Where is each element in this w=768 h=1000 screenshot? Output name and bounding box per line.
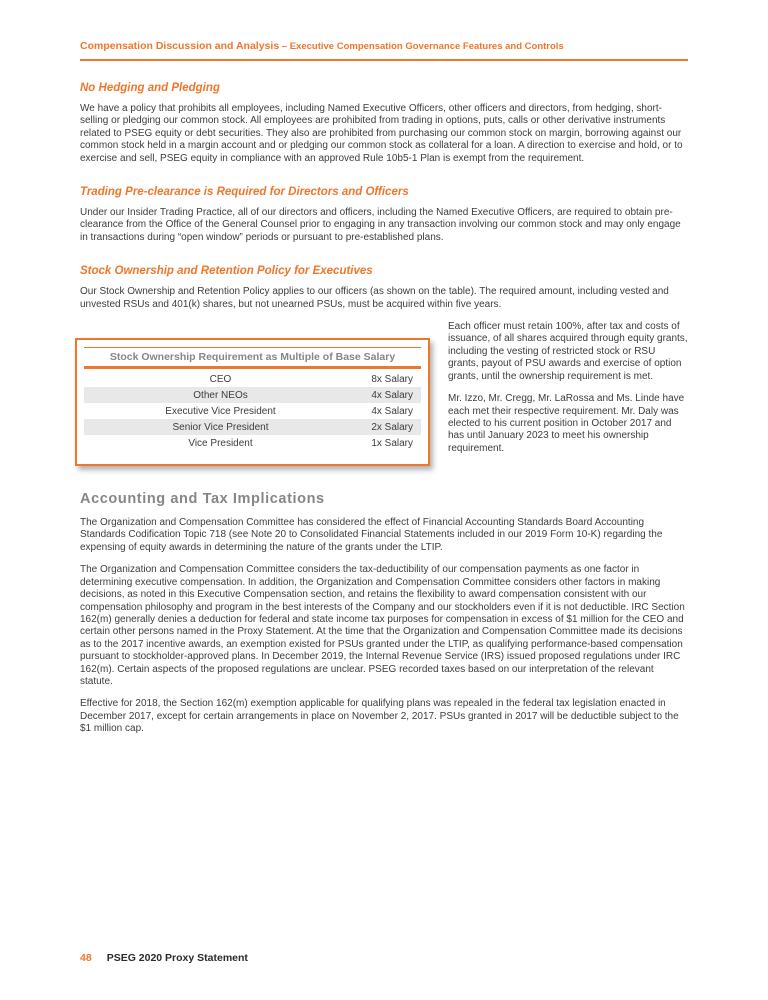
heading-no-hedging-and-pledging: No Hedging and Pledging: [80, 82, 220, 94]
paragraph-accounting-2: The Organization and Compensation Committee considers the tax-deductibility of our compensation payments as one factor in determining executive compensation. In addition, the Organization and Compensation Committee considers other factors in making decisions, as noted in this Executive Compensation section, and retains the flexibility to award compensation consistent with our compensation philosophy and program in the best interests of the Company and our stockholders even if it is not deductible. IRC Section 162(m) generally denies a deduction for federal and state income tax purposes for compensation in excess of $1 million for the CEO and certain other persons named in the Proxy Statement. At the time that the Organization and Compensation Committee made its decisions as to the 2017 incentive awards, an exemption existed for PSUs granted under the LTIP, as qualifying performance-based compensation pursuant to stockholder-approved plans. In December 2019, the Internal Revenue Service (IRS) issued proposed regulations under IRC 162(m). Certain aspects of the proposed regulations are unclear. PSEG recorded taxes based on our interpretation of the relevant statute.: [80, 564, 685, 687]
table-row: [84, 403, 421, 419]
stock-ownership-table-rows: [84, 371, 421, 451]
section-hedging: [80, 82, 688, 165]
stock-ownership-table-title: Stock Ownership Requirement as Multiple of Base Salary: [84, 347, 421, 369]
page-content: [80, 36, 688, 746]
paragraph-hedging: We have a policy that prohibits all employees, including Named Executive Officers, other officers and directors, from hedging, short-selling or pledging our common stock. All employees are prohibited from trading in options, puts, calls or other derivative instruments related to PSEG equity or debt securities. They also are prohibited from purchasing our common stock on margin, borrowing against our common stock held in a margin account and or pledging our common stock as collateral for a loan. A direction to exercise and hold, or to exercise and sell, PSEG equity in compliance with an approved Rule 10b5-1 Plan is exempt from the requirement.: [80, 103, 683, 164]
table-cell-requirement: 4x Salary: [371, 405, 413, 417]
running-head: [80, 36, 688, 61]
page-footer: [80, 952, 248, 964]
ownership-table-column: [75, 321, 435, 466]
table-cell-role: Executive Vice President: [165, 405, 276, 417]
paragraph-accounting-1: The Organization and Compensation Committee has considered the effect of Financial Accounting Standards Board Accounting Standards Codification Topic 718 (see Note 20 to Consolidated Financial Statements included in our 2019 Form 10-K) regarding the expensing of equity awards in determining the nature of the grants under the LTIP.: [80, 517, 663, 553]
table-cell-requirement: 2x Salary: [371, 421, 413, 433]
table-cell-requirement: 8x Salary: [371, 373, 413, 385]
heading-stock-ownership: Stock Ownership and Retention Policy for Executives: [80, 265, 373, 278]
paragraph-stock-ownership: Our Stock Ownership and Retention Policy applies to our officers (as shown on the table). The required amount, including vested and unvested RSUs and 401(k) shares, but not unearned PSUs, must be acquired within five years.: [80, 286, 669, 310]
heading-trading-preclearance: Trading Pre-clearance is Required for Directors and Officers: [80, 186, 409, 199]
running-head-subtitle: – Executive Compensation Governance Features and Controls: [279, 41, 564, 52]
paragraph-preclearance: Under our Insider Trading Practice, all of our directors and officers, including the Named Executive Officers, are required to obtain pre-clearance from the Office of the General Counsel prior to engaging in any transaction involving our common stock and may only engage in transactions during “open window” periods or pursuant to pre-established plans.: [80, 207, 681, 243]
section-preclearance: [80, 186, 688, 244]
section-accounting-tax: [80, 491, 688, 736]
stock-ownership-table: [75, 338, 430, 466]
page-number: 48: [80, 952, 92, 964]
ownership-side-text-column: [448, 321, 688, 466]
heading-accounting-tax-implications: Accounting and Tax Implications: [80, 491, 325, 508]
ownership-two-column-band: [80, 321, 688, 466]
table-row: [84, 435, 421, 451]
section-stock-ownership: [80, 265, 688, 466]
paragraph-retention-rule: Each officer must retain 100%, after tax and costs of issuance, of all shares acquired through equity grants, including the vesting of restricted stock or RSU grants, payout of PSU awards and exercise of option grants, until the ownership requirement is met.: [448, 321, 688, 382]
table-row: [84, 419, 421, 435]
paragraph-accounting-3: Effective for 2018, the Section 162(m) exemption applicable for qualifying plans was repealed in the federal tax legislation enacted in December 2017, except for certain arrangements in place on November 2, 2017. PSUs granted in 2017 will be deductible subject to the $1 million cap.: [80, 698, 679, 735]
table-cell-role: Vice President: [188, 437, 253, 449]
running-head-title: Compensation Discussion and Analysis: [80, 40, 280, 52]
table-row: [84, 387, 421, 403]
footer-document-title: PSEG 2020 Proxy Statement: [106, 952, 248, 964]
table-cell-role: CEO: [209, 373, 232, 385]
table-cell-requirement: 4x Salary: [371, 389, 413, 401]
table-cell-requirement: 1x Salary: [371, 437, 413, 449]
table-row: [84, 371, 421, 387]
table-cell-role: Senior Vice President: [172, 421, 269, 433]
paragraph-officers-status: Mr. Izzo, Mr. Cregg, Mr. LaRossa and Ms. Linde have each met their respective requirement. Mr. Daly was elected to his current position in October 2017 and has until January 2023 to meet his ownership requirement.: [448, 393, 685, 454]
table-cell-role: Other NEOs: [193, 389, 248, 401]
